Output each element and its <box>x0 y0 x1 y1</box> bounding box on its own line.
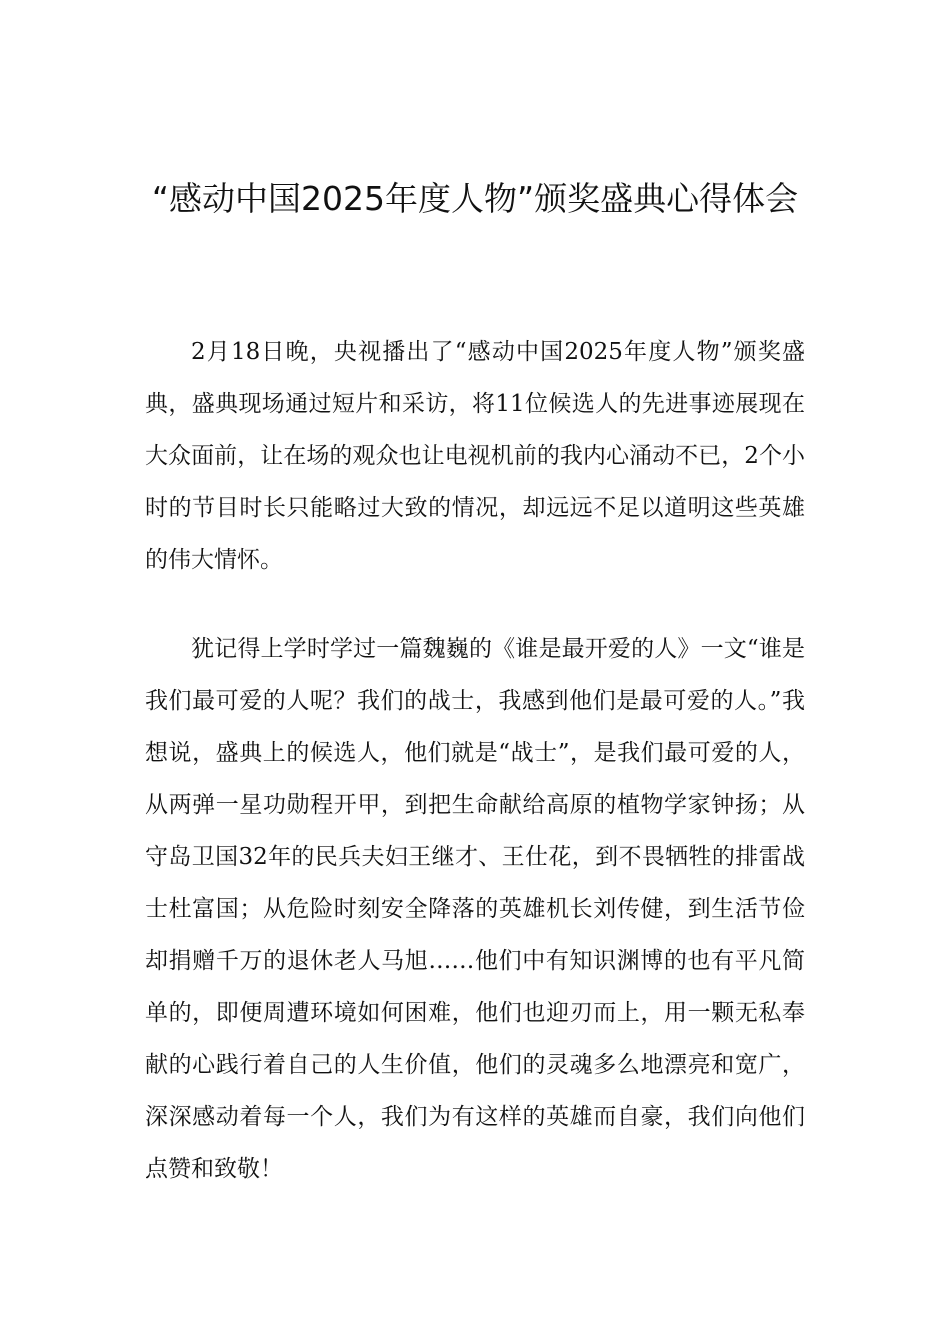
document-title: “感动中国2025年度人物”颁奖盛典心得体会 <box>151 179 799 218</box>
paragraph-2: 犹记得上学时学过一篇魏巍的《谁是最开爱的人》一文“谁是我们最可爱的人呢？我们的战士，我感到他们是最可爱的人。”我想说，盛典上的候选人，他们就是“战士”，是我们最可爱的人，从两弹一星功勋程开甲，到把生命献给高原的植物学家钟扬；从守岛卫国32年的民兵夫妇王继才、王仕花，到不畏牺牲的排雷战士杜富国；从危险时刻安全降落的英雄机长刘传健，到生活节俭却捐赠千万的退休老人马旭……他们中有知识渊博的也有平凡简单的，即便周遭环境如何困难，他们也迎刃而上，用一颗无私奉献的心践行着自己的人生价值，他们的灵魂多么地漂亮和宽广，深深感动着每一个人，我们为有这样的英雄而自豪，我们向他们点赞和致敬！ <box>145 636 805 1182</box>
paragraph-1: 2月18日晚，央视播出了“感动中国2025年度人物”颁奖盛典，盛典现场通过短片和采访，将11位候选人的先进事迹展现在大众面前，让在场的观众也让电视机前的我内心涌动不已，2个小时的节目时长只能略过大致的情况，却远远不足以道明这些英雄的伟大情怀。 <box>145 339 805 573</box>
